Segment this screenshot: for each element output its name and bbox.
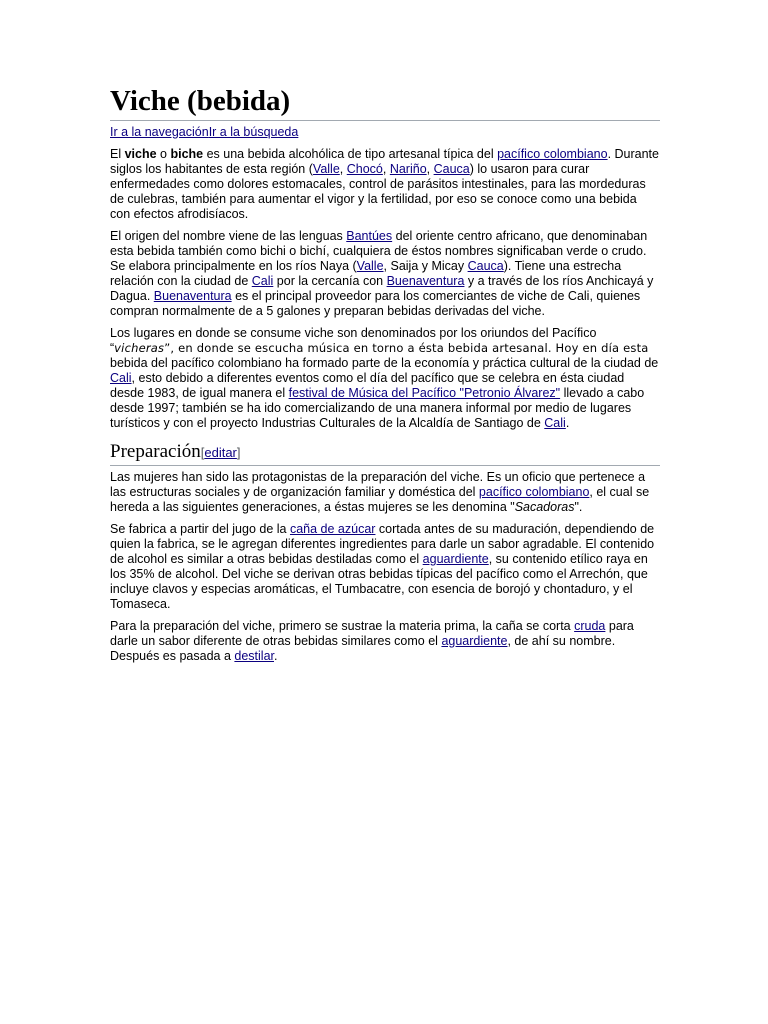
paragraph-places bbox=[110, 326, 660, 431]
bracket: ] bbox=[236, 445, 241, 460]
jump-links bbox=[110, 124, 660, 140]
paragraph-women bbox=[110, 470, 660, 515]
text: es el principal proveedor para los comerciantes de viche de Cali, quienes compran normalmente de a 5 galones y preparan bebidas derivadas del viche. bbox=[110, 289, 641, 318]
link-pacifico-colombiano[interactable]: pacífico colombiano bbox=[478, 485, 590, 499]
text: es una bebida alcohólica de tipo artesanal típica del bbox=[203, 147, 498, 161]
text: ”, en donde se escucha música en torno a ésta bebida artesanal. Hoy en día esta bbox=[164, 341, 649, 355]
text: llevado a cabo desde 1997; también se ha ido comercializando de una manera informal por medio de lugares turísticos y con el proyecto Industrias Culturales de la Alcaldía de Santiago de bbox=[110, 386, 645, 430]
text: , esto debido a diferentes eventos como el día del pacífico que se celebra en ésta ciudad desde 1983, de igual manera el bbox=[110, 371, 625, 400]
text: . Durante siglos los habitantes de esta región ( bbox=[110, 147, 659, 176]
link-cali[interactable]: Cali bbox=[110, 371, 132, 385]
text: bebida del pacífico colombiano ha formado parte de la economía y práctica cultural de la ciudad de bbox=[110, 356, 659, 370]
text: para darle un sabor diferente de otras bebidas similares como el bbox=[110, 619, 634, 648]
edit-link[interactable]: editar bbox=[204, 445, 237, 460]
text: Para la preparación del viche, primero se sustrae la materia prima, la caña se corta bbox=[110, 619, 575, 633]
text: y a través de los ríos Anchicayá y Dagua. bbox=[110, 274, 654, 303]
text: , el cual se hereda a las siguientes generaciones, a éstas mujeres se les denomina " bbox=[110, 485, 650, 514]
text: , Saija y Micay bbox=[383, 259, 468, 273]
text: cortada antes de su maduración, dependiendo de quien la fabrica, se le agregan diferentes ingredientes para darle un sabor agradable. El contenido de alcohol es similar a otras bebidas destiladas como el bbox=[110, 522, 655, 566]
text: , su contenido etílico raya en los 35% de alcohol. Del viche se derivan otras bebidas típicas del pacífico como el Arrechón, que incluye clavos y especias aromáticas, el Tumbacatre, con esencia de borojó y chontaduro, y el Tomaseca. bbox=[110, 552, 648, 611]
text: del oriente centro africano, que denominaban esta bebida también como bichi o bichí, cualquiera de éstos nombres significaban verde o crudo. Se elabora principalmente en los ríos Naya ( bbox=[110, 229, 648, 273]
text: o bbox=[156, 147, 171, 161]
link-pacifico-colombiano[interactable]: pacífico colombiano bbox=[497, 147, 608, 161]
text: por la cercanía con bbox=[273, 274, 387, 288]
link-buenaventura[interactable]: Buenaventura bbox=[386, 274, 465, 288]
link-valle[interactable]: Valle bbox=[356, 259, 384, 273]
link-valle[interactable]: Valle bbox=[312, 162, 340, 176]
text: , bbox=[382, 162, 390, 176]
text: ) lo usaron para curar enfermedades como dolores estomacales, control de parásitos intestinales, para las mordeduras de culebras, también para aumentar el vigor y la fertilidad, por eso se conoce como una bebida con efectos afrodisíacos. bbox=[110, 162, 646, 221]
text: . bbox=[274, 649, 278, 663]
link-cauca[interactable]: Cauca bbox=[467, 259, 504, 273]
article-content bbox=[110, 84, 660, 671]
link-choco[interactable]: Chocó bbox=[346, 162, 383, 176]
jump-to-search-link[interactable]: Ir a la búsqueda bbox=[208, 125, 299, 139]
text: Los lugares en donde se consume viche son denominados por los oriundos del Pacífico “ bbox=[110, 326, 597, 355]
paragraph-origin bbox=[110, 229, 660, 319]
paragraph-intro bbox=[110, 147, 660, 222]
link-destilar[interactable]: destilar bbox=[234, 649, 274, 663]
section-heading-preparacion bbox=[110, 441, 660, 466]
link-cana-de-azucar[interactable]: caña de azúcar bbox=[289, 522, 376, 536]
bold-term-biche: biche bbox=[170, 147, 204, 161]
italic-term-vicheras: vicheras bbox=[114, 341, 165, 355]
text: ". bbox=[574, 500, 583, 514]
section-title: Preparación bbox=[110, 441, 201, 462]
text: ). Tiene una estrecha relación con la ciudad de bbox=[110, 259, 622, 288]
link-cali[interactable]: Cali bbox=[251, 274, 274, 288]
text: . bbox=[565, 416, 570, 430]
link-cauca[interactable]: Cauca bbox=[433, 162, 470, 176]
link-festival-petronio-alvarez[interactable]: festival de Música del Pacífico "Petronio Álvarez" bbox=[288, 386, 561, 400]
text: , bbox=[426, 162, 434, 176]
link-cruda[interactable]: cruda bbox=[574, 619, 606, 633]
text: Las mujeres han sido las protagonistas de la preparación del viche. Es un oficio que pertenece a las estructuras sociales y de organización familiar y doméstica del bbox=[110, 470, 646, 499]
text: El origen del nombre viene de las lenguas bbox=[110, 229, 347, 243]
link-buenaventura[interactable]: Buenaventura bbox=[153, 289, 232, 303]
edit-section bbox=[201, 445, 241, 460]
paragraph-preparation bbox=[110, 619, 660, 664]
text: Se fabrica a partir del jugo de la bbox=[110, 522, 290, 536]
text: , bbox=[339, 162, 347, 176]
link-aguardiente[interactable]: aguardiente bbox=[441, 634, 508, 648]
bracket: [ bbox=[200, 445, 205, 460]
text: El bbox=[110, 147, 125, 161]
paragraph-fabrication bbox=[110, 522, 660, 612]
link-bantues[interactable]: Bantúes bbox=[346, 229, 393, 243]
link-aguardiente[interactable]: aguardiente bbox=[422, 552, 489, 566]
text: , de ahí su nombre. Después es pasada a bbox=[110, 634, 616, 663]
link-cali[interactable]: Cali bbox=[544, 416, 566, 430]
page-title: Viche (bebida) bbox=[110, 84, 660, 121]
bold-term-viche: viche bbox=[124, 147, 157, 161]
jump-to-navigation-link[interactable]: Ir a la navegación bbox=[110, 125, 209, 139]
link-narino[interactable]: Nariño bbox=[389, 162, 427, 176]
italic-term-sacadoras: Sacadoras bbox=[514, 500, 575, 514]
